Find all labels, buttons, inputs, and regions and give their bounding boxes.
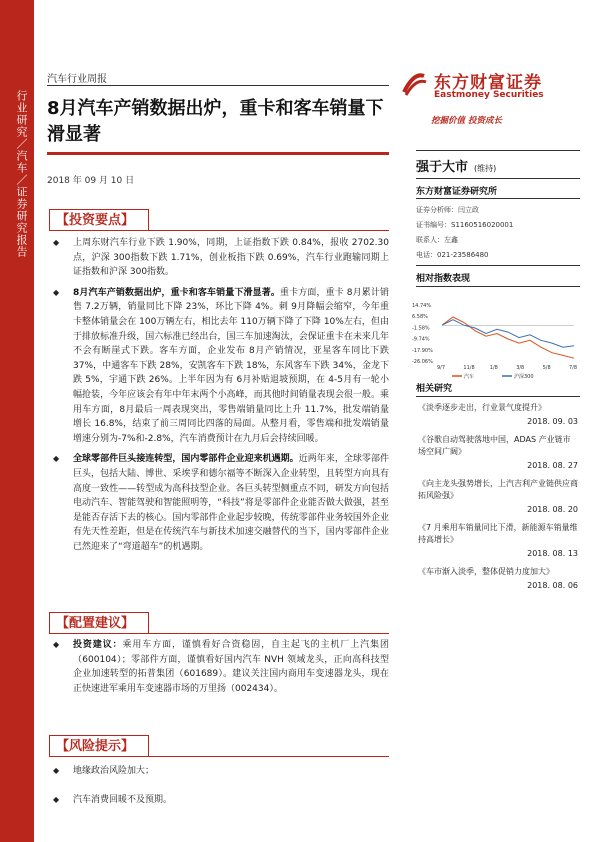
- legend-label: 沪深300: [514, 374, 534, 380]
- bullet-diamond-icon: ◆: [53, 640, 60, 649]
- sidebar: [0, 0, 34, 842]
- analyst-cert: 证书编号：S1160516020001: [416, 221, 514, 229]
- relative-index-chart: [412, 293, 582, 388]
- y-tick-label: 14.74%: [412, 303, 432, 309]
- section-allocation-rule: [49, 633, 389, 634]
- rating-top-rule: [416, 150, 580, 151]
- bullet-lead: 投资建议：: [73, 640, 123, 650]
- category-rule: [47, 85, 389, 86]
- x-tick-label: 9/7: [437, 365, 446, 371]
- y-tick-label: -17.90%: [412, 347, 433, 354]
- bullet-diamond-icon: ◆: [53, 454, 60, 464]
- bullet-text: 重卡方面，重卡 8月累计销售 7.2万辆，销量同比下降 23%，环比下降 4%。刺 9月降幅会缩窄，今年重卡整体销量会在 100万辆左右，相比去年 110万辆下降了下降 10%左右，但由于排放标准升级，国六标准已经出台，国三车加速淘汰，会保证重卡在未来几年不会有断崖式下跌。客车方面，企业发布 8月产销情况，亚星客车同比下跌 37%，中通客车下跌 28%，安凯客车下跌 18%，东风客车下跌 34%，金龙下跌 5%，宇通下跌 26%。上半年因为有 6月补贴退坡预期，在 4-5月有一轮小幅抢装，今年应该会有年中年末两个小高峰，而其他时间销量表现会很一般。乘用车方面，8月最后一周表现突出，零售端销量同比上升 11.7%，批发端销量增长 16.8%，结束了前三周同比四落的局面。从整月看，零售端和批发端销量增速分别为-7%和-2.8%，汽车消费预计在九月后会持续回暖。: [73, 287, 390, 444]
- related-item-date: 2018. 08. 06: [527, 581, 578, 590]
- related-item-title[interactable]: 《7 月乘用车销量同比下滑，新能源车销量维持高增长》: [418, 523, 578, 544]
- related-item-date: 2018. 08. 13: [527, 549, 578, 558]
- related-item-date: 2018. 09. 03: [527, 417, 578, 426]
- rating-sub: (维持): [474, 164, 497, 173]
- bullet-text: 乘用车方面，谨慎看好合资稳固，自主起飞的主机厂上汽集团（600104）；零部件方面，谨慎看好国内汽车 NVH 领域龙头，正向高科技型企业加速转型的拓普集团（601689）。建议关注国内商用车变速器龙头，现在正快速进军乘用车变速器市场的万里扬（002434）。: [73, 640, 389, 694]
- bullet-text: 地缘政治风险加大；: [73, 766, 155, 776]
- rating-bottom-rule: [416, 178, 580, 179]
- rating-label: 强于大市: [416, 160, 469, 175]
- allocation-list: [53, 638, 389, 702]
- legend-label: 汽车: [464, 374, 475, 380]
- y-tick-label: -9.74%: [412, 336, 430, 343]
- y-tick-label: -26.06%: [412, 359, 433, 365]
- brand-name-en: Eastmoney Securities: [434, 90, 544, 100]
- x-tick-label: 7/8: [569, 365, 578, 371]
- x-tick-label: 1/8: [489, 365, 498, 371]
- section-allocation: 【配置建议】: [49, 612, 149, 634]
- y-tick-label: 6.58%: [412, 314, 428, 321]
- risk-list: [53, 764, 389, 821]
- sidebar-text: 行业研究／汽车／证券研究报告: [15, 90, 28, 258]
- bullet-diamond-icon: ◆: [53, 287, 60, 297]
- bullet-item: [53, 452, 389, 554]
- bullet-diamond-icon: ◆: [53, 766, 60, 775]
- analyst-name: 证券分析师：闫立政: [416, 206, 479, 214]
- chart-title-rule: [416, 286, 580, 287]
- institute-name: 东方财富证券研究所: [416, 187, 498, 197]
- report-date: 2018 年 09 月 10 日: [47, 176, 135, 186]
- section-key-points-rule: [49, 230, 389, 231]
- logo-mark-icon: [400, 70, 428, 98]
- institute-rule: [416, 198, 580, 199]
- section-key-points: 【投资要点】: [49, 209, 149, 231]
- related-item-date: 2018. 08. 27: [527, 461, 578, 470]
- related-item-title[interactable]: 《淡季逐步走出，行业景气度提升》: [418, 403, 546, 412]
- bullet-diamond-icon: ◆: [53, 794, 60, 804]
- y-tick-label: -1.58%: [412, 325, 430, 332]
- bullet-lead: 全球零部件巨头接连转型，国内零部件企业迎来机遇期。: [73, 454, 299, 465]
- brand-name-cn: 东方财富证券: [434, 73, 542, 93]
- report-title: 8月汽车产销数据出炉，重卡和客车销量下滑显著: [47, 98, 384, 145]
- chart-title: 相对指数表现: [416, 274, 471, 284]
- bullet-item: [53, 286, 389, 447]
- chart-top-rule: [416, 265, 580, 266]
- x-tick-label: 11/8: [463, 365, 475, 371]
- key-points-list: [53, 236, 389, 560]
- bullet-text: 汽车消费回暖不及预期。: [73, 794, 173, 805]
- contact-name: 联系人：左鑫: [416, 236, 458, 244]
- related-top-rule: [416, 396, 580, 397]
- series-line-0: [442, 317, 574, 358]
- bullet-item: [53, 764, 389, 779]
- section-risk-rule: [49, 756, 389, 757]
- bullet-text: 上周东财汽车行业下跌 1.90%，同期，上证指数下跌 0.84%，报收 2702.30点，沪深 300指数下跌 1.71%，创业板指下跌 0.69%，汽车行业跑输同期上证指数和沪深 300指数。: [73, 238, 389, 278]
- section-risk: 【风险提示】: [49, 735, 149, 757]
- x-tick-label: 5/8: [542, 365, 551, 371]
- bullet-item: [53, 236, 389, 280]
- bullet-diamond-icon: ◆: [53, 238, 60, 247]
- bullet-lead: 8月汽车产销数据出炉，重卡和客车销量下滑显著。: [73, 287, 280, 298]
- related-list: [418, 402, 578, 598]
- x-tick-label: 3/8: [516, 365, 525, 371]
- related-item-title[interactable]: 《向主龙头强势增长，上汽吉利产业链供应商拓风险强》: [418, 479, 578, 500]
- rating: [416, 156, 496, 175]
- category-label: 汽车行业周报: [47, 74, 107, 85]
- series-line-1: [442, 320, 574, 348]
- title-rule: [47, 152, 389, 155]
- related-title: 相关研究: [416, 384, 453, 394]
- bullet-text: 近两年来，全球零部件巨头，包括大陆、博世、采埃孚和德尔福等不断深入企业转型，且转型方向具有高度一致性——转型成为高科技型企业。各巨头转型侧重点不同，研发方向包括电动汽车、智能驾驶和智能照明等，“科技”将是零部件企业能否做大做强，甚至是能否存活下去的核心。国内零部件企业起步较晚，传统零部件业务较国外企业有先天性差距，但是在传统汽车与新技术加速交融替代的当下，国内零部件企业已然迎来了“弯道超车”的机遇期。: [73, 454, 389, 552]
- bullet-item: [53, 793, 389, 808]
- related-item-title[interactable]: 《车市渐入淡季，整体促销力度加大》: [418, 567, 554, 576]
- brand-slogan: 挖掘价值 投资成长: [431, 116, 502, 126]
- contact-phone: 电话：021-23586480: [416, 251, 489, 259]
- related-item-title[interactable]: 《谷歌自动驾驶落地中国，ADAS 产业链市场空间广阔》: [418, 435, 571, 456]
- related-item-date: 2018. 08. 20: [527, 505, 578, 514]
- bullet-item: [53, 638, 389, 696]
